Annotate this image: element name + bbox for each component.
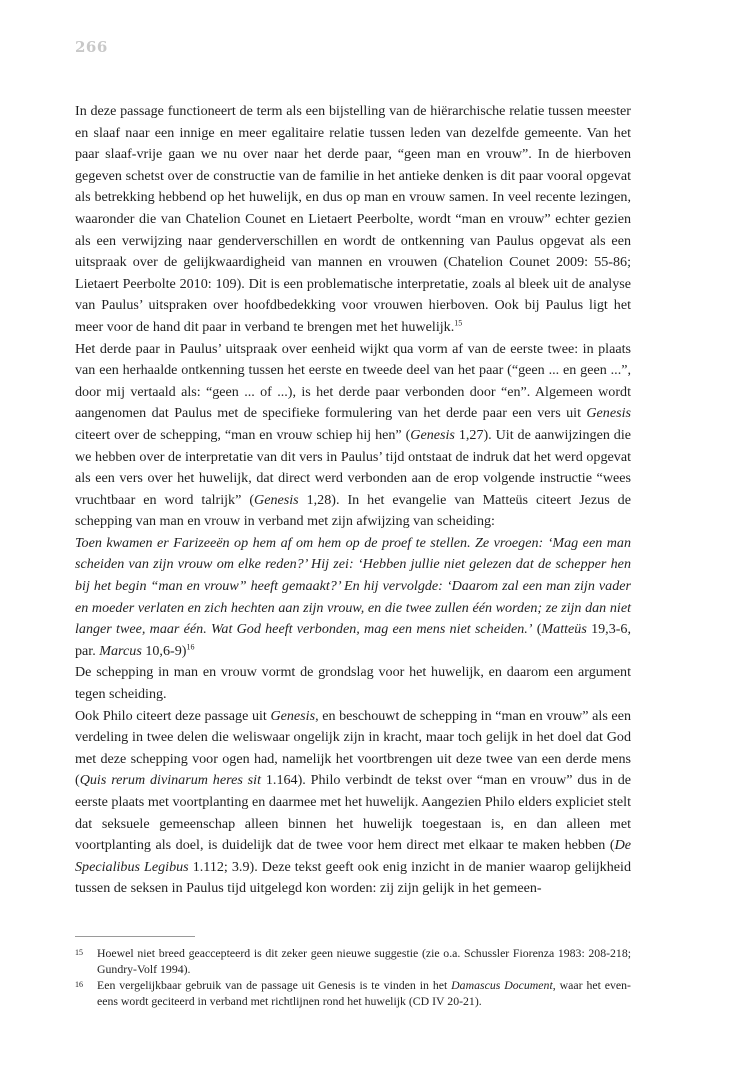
paragraph-2 bbox=[75, 339, 631, 533]
footnotes bbox=[75, 946, 631, 1010]
paragraph-4-text-a: Ook Philo citeert deze passage uit bbox=[75, 707, 271, 724]
quote-ref-close: 10,6-9) bbox=[141, 642, 187, 659]
paragraph-3: De schepping in man en vrouw vormt de grondslag voor het huwelijk, en daarom een argument tegen scheiding. bbox=[75, 664, 631, 703]
footnote-text-b: , waar het eveneens wordt geciteerd in verband met richtlijnen rond het huwelijk (CD IV 20-21). bbox=[97, 978, 631, 1008]
paragraph-4-text-c: 1.164). Philo verbindt de tekst over “man en vrouw” dus in de eerste plaats met voortplanting en daarmee met het huwelijk. Aangezien Philo elders expliciet stelt dat seksuele gemeenschap alleen binnen het huwelijk toegestaan is, en dan alleen met voortplanting als doel, is duidelijk dat de twee voor hem direct met elkaar te maken hebben ( bbox=[75, 772, 631, 854]
citation-matteus: Matteüs bbox=[541, 621, 587, 638]
footnote-ref-16[interactable]: 16 bbox=[186, 642, 195, 652]
citation-quis-rerum: Quis rerum divinarum heres sit bbox=[79, 772, 261, 789]
paragraph-4 bbox=[75, 706, 631, 900]
citation-genesis: Genesis bbox=[410, 426, 455, 443]
quote-ref-open: ( bbox=[532, 621, 542, 638]
paragraph-2-text-d: 1,28). In het evangelie van Matteüs citeert Jezus de schepping van man en vrouw in verband met zijn afwijzing van scheiding: bbox=[75, 491, 631, 530]
citation-damascus-document: Damascus Document bbox=[451, 978, 553, 993]
page-number: 266 bbox=[75, 38, 108, 56]
footnote-15 bbox=[75, 946, 631, 977]
citation-de-specialibus: De Specialibus Legibus bbox=[75, 837, 631, 875]
paragraph-2-text-b: citeert over de schepping, “man en vrouw schiep hij hen” ( bbox=[75, 426, 411, 443]
paragraph-4-text-b: , en beschouwt de schepping in “man en vrouw” als een verdeling in twee delen die weliswaar ongelijk zijn in kracht, maar toch gelijk in het doel dat God met deze schepping voor ogen had, namelijk het voortbrengen uit deze twee van een derde mens ( bbox=[75, 707, 631, 789]
paragraph-4-text-d: 1.112; 3.9). Deze tekst geeft ook enig inzicht in de manier waarop gelijkheid tussen de seksen in Paulus tijd uitgelegd kon worden: zij zijn gelijk in het gemeen- bbox=[75, 858, 631, 897]
citation-genesis: Genesis bbox=[254, 491, 299, 508]
footnote-text: Hoewel niet breed geaccepteerd is dit zeker geen nieuwe suggestie (zie o.a. Schussler Fiorenza 1983: 208-218; Gundry-Volf 1994). bbox=[97, 946, 631, 976]
body-text bbox=[75, 101, 631, 900]
footnote-text bbox=[97, 978, 631, 1009]
paragraph-2-text-a: Het derde paar in Paulus’ uitspraak over eenheid wijkt qua vorm af van de eerste twee: in plaats van een herhaalde ontkenning tussen het eerste en tweede deel van het paar (“geen ... en geen ...”, door mij vertaald als: “geen ... of ...), is het derde paar verbonden door “en”. Algemeen wordt aangenomen dat Paulus met de specifieke formulering van het derde paar een vers uit bbox=[75, 340, 631, 422]
footnote-divider bbox=[75, 936, 195, 937]
paragraph-1-text: In deze passage functioneert de term als een bijstelling van de hiërarchische relatie tussen meester en slaaf naar een innige en meer egalitaire relatie tussen leden van dezelfde gemeente. Van het paar slaaf-vrije gaan we nu over naar het derde paar, “geen man en vrouw”. In de hierboven gegeven schetst over de constructie van de familie in het antieke denken is dit paar vooral opgevat als betrekking hebbend op het huwelijk, en dus op man en vrouw samen. In veel recente lezingen, waaronder die van Chatelion Counet en Lietaert Peerbolte, wordt “man en vrouw” echter gezien als een verwijzing naar genderverschillen en wordt de ontkenning van Paulus opgevat als een uitspraak over de gelijkwaardigheid van mannen en vrouwen (Chatelion Counet 2009: 55-86; Lietaert Peerbolte 2010: 109). Dit is een problematische interpretatie, zoals al bleek uit de analyse van Paulus’ uitspraken over hoofdbedekking voor vrouwen hierboven. Ook bij Paulus ligt het meer voor de hand dit paar in verband te brengen met het huwelijk. bbox=[75, 103, 631, 335]
footnote-16 bbox=[75, 978, 631, 1009]
citation-genesis: Genesis bbox=[270, 707, 316, 724]
footnote-text-a: Een vergelijkbaar gebruik van de passage uit Genesis is te vinden in het bbox=[97, 978, 452, 993]
quote-ref-mid: 19,3-6, par. bbox=[75, 621, 632, 659]
quote-text: Toen kwamen er Farizeeën op hem af om hem op de proef te stellen. Ze vroegen: ‘Mag een man scheiden van zijn vrouw om elke reden?’ Hij zei: ‘Hebben jullie niet gelezen dat de schepper hen bij het begin “man en vrouw” heeft gemaakt?’ En hij vervolgde: ‘Daarom zal een man zijn vader en moeder verlaten en zich hechten aan zijn vrouw, en die twee zullen één worden; ze zijn dan niet langer twee, maar één. Wat God heeft verbonden, mag een mens niet scheiden.’ bbox=[75, 534, 631, 638]
footnote-number: 15 bbox=[75, 948, 83, 957]
footnote-number: 16 bbox=[75, 980, 83, 990]
citation-marcus: Marcus bbox=[99, 642, 142, 659]
block-quote bbox=[75, 533, 631, 663]
paragraph-2-text-c: 1,27). Uit de aanwijzingen die we hebben over de interpretatie van dit vers in Paulus’ tijd ontstaat de indruk dat het werd opgevat als een vers over het huwelijk, dat direct werd verbonden aan de erop volgende instructie “wees vruchtbaar en word talrijk” ( bbox=[75, 426, 631, 508]
paragraph-1 bbox=[75, 101, 631, 339]
citation-genesis: Genesis bbox=[586, 405, 631, 422]
footnote-ref-15[interactable]: 15 bbox=[454, 318, 463, 328]
